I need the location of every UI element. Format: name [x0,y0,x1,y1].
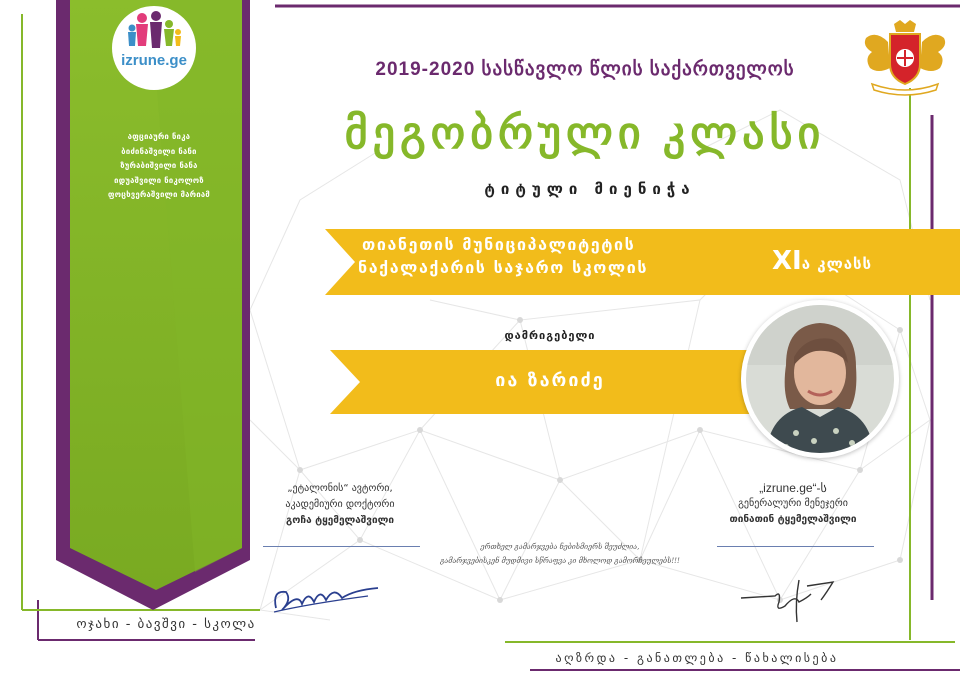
list-item: აფციაური ნიკა [127,132,191,141]
izrune-logo [112,6,196,90]
list-item: იდუაშვილი ნიკოლოზ [114,175,204,185]
signature-right [735,572,845,632]
signatory-left-degree: აკადემიური დოქტორი [285,499,395,510]
teacher-portrait-photo [741,300,899,458]
motivational-quote [425,540,695,568]
divider-left [263,546,420,547]
class-suffix: ა კლასს [801,255,873,273]
presenter-label: დამრიგებელი [504,329,596,342]
list-item: ფოცხვერაშვილი მარიამ [107,190,211,200]
signature-left [268,570,388,620]
student-names-list [80,130,238,203]
signatory-left-name: გოჩა ტყემელაშვილი [286,515,394,526]
coat-of-arms-icon [860,18,950,96]
portrait-image [746,305,894,453]
logo-text: izrune.ge [121,52,187,69]
list-item: ზურაბიშვილი ნანა [120,161,198,171]
certificate-subtitle: ტიტული მიენიჭა [484,180,696,198]
signatory-right-name: თინათინ ტყემელაშვილი [729,514,857,525]
signatory-left [255,481,425,529]
recipient-class [772,246,922,276]
list-item: ბიძინაშვილი ნანი [121,146,197,156]
quote-line-2: გამარჯვებისკენ მუდმივი სწრაფვა კი მხოლოდ გამორჩეულებს!!! [440,557,680,565]
signatory-left-title: „ეტალონის“ ავტორი, [287,483,393,494]
signatory-right-role: გენერალური მენეჯერი [738,498,848,509]
recipient-school: ნაქალაქარის საჯარო სკოლის [358,258,649,277]
signatory-right-brand: „izrune.ge“-ს [759,481,827,495]
quote-line-1: ერთხელ გამარჯვება ნებისმიერს შეუძლია, [480,543,640,551]
certificate-main-title: მეგობრული კლასი [344,109,826,158]
recipient-municipality: თიანეთის მუნიციპალიტეტის [362,235,636,254]
presenter-name: ია ზარიძე [495,370,605,391]
signatory-right [703,480,883,528]
motto-right: აღზრდა - განათლება - წახალისება [555,651,839,665]
divider-right [717,546,874,547]
certificate-year-line: 2019-2020 სასწავლო წლის საქართველოს [375,59,795,80]
class-numeral: XI [772,246,802,276]
motto-left: ოჯახი - ბავშვი - სკოლა [76,617,256,632]
